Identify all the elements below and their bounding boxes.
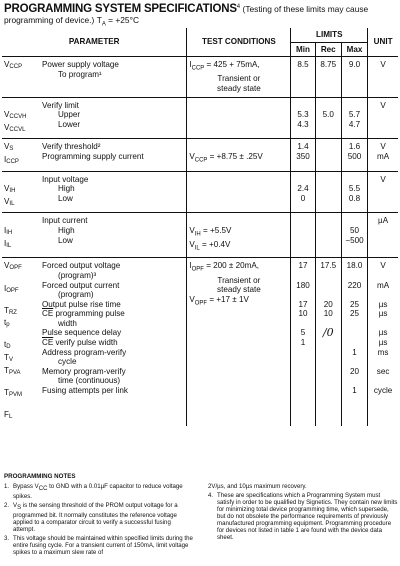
limit-min: 17 (298, 299, 308, 309)
limit-rec: 8.75 (320, 60, 337, 70)
parameter-symbol (4, 216, 42, 226)
limit-max: 1 (352, 386, 357, 396)
test-condition: $V_{CCP} = +8.75 \pm .25V$ (189, 151, 263, 164)
parameter-symbol (4, 274, 42, 284)
limit-max: 1 (352, 347, 357, 357)
parameter-symbol: $t_D$ (4, 340, 11, 351)
test-condition: Transient or (217, 74, 261, 84)
header-unit: UNIT (368, 28, 398, 57)
spec-table-body (2, 57, 398, 426)
parameter-description: Lower (58, 119, 81, 129)
unit-value: µA (378, 216, 389, 226)
table-row (2, 97, 398, 139)
table-row (2, 139, 398, 171)
parameter-description: Pulse sequence delay (42, 328, 122, 338)
limit-min: 180 (296, 280, 310, 290)
parameter-symbol: $V_S$ (4, 142, 14, 153)
notes-right-column (208, 483, 398, 543)
parameter-description: Verify limit (42, 100, 79, 110)
page-title (4, 2, 396, 31)
unit-value: µs (378, 328, 388, 338)
unit-value (370, 290, 396, 300)
limit-rec: 20 (323, 299, 333, 309)
limit-max: 5.5 (348, 184, 361, 194)
limit-max: 4.7 (348, 119, 361, 129)
limit-max: −500 (345, 235, 364, 245)
parameter-description: Input current (42, 216, 88, 226)
note-text: These are specifications which a Programming System must satisfy in order to be qualified by Signetics. They contain new limits for minimizing total device programming time, which supersede, but do not obsolete the performance requirements of previously manufactured programming equipment. Programming procedure for devices not listed in table 1 are found with the device data sheet. (217, 491, 398, 542)
parameter-description: Upper (58, 110, 81, 120)
limit-min (293, 357, 312, 367)
note-number: 3. (4, 535, 10, 542)
header-parameter: PARAMETER (2, 28, 187, 57)
limit-min: 4.3 (297, 119, 309, 129)
spec-title: PROGRAMMING SYSTEM SPECIFICATIONS (4, 2, 237, 15)
limit-rec (318, 120, 339, 130)
limit-min (293, 348, 312, 358)
parameter-symbol: $V_{OPF}$ (4, 261, 22, 272)
limit-rec (318, 175, 339, 185)
temperature-condition: $T_A = +25^\circ C$ (96, 14, 139, 28)
limit-rec: 10 (323, 309, 333, 319)
limit-min: 0 (300, 193, 306, 203)
parameter-symbol: $t_p$ (4, 318, 10, 329)
title-footnote-ref: 4 (236, 4, 241, 10)
parameter-symbol: $F_L$ (4, 410, 13, 421)
limit-rec (318, 376, 339, 386)
test-condition (189, 101, 288, 111)
parameter-symbol: $T_V$ (4, 353, 13, 364)
limit-max: 9.0 (348, 60, 361, 70)
note-text: 2V/µs, and 10µs maximum recovery. (208, 483, 307, 490)
unit-value: µs (378, 338, 388, 348)
note-item (4, 483, 194, 500)
parameter-symbol: $T_{PVA}$ (4, 365, 21, 376)
limit-rec: 5.0 (322, 110, 334, 120)
parameter-symbol: $V_{CCVH}$ (4, 110, 27, 121)
header-limits: LIMITS (291, 28, 368, 42)
limit-max: 50 (350, 225, 360, 235)
header-max: Max (341, 42, 367, 57)
parameter-symbol (4, 378, 42, 388)
limit-max: 1.6 (348, 142, 361, 152)
unit-value (370, 376, 396, 386)
limit-min: 1 (300, 338, 306, 348)
parameter-symbol: $T_{RZ}$ (4, 305, 17, 316)
note-item (208, 492, 398, 542)
parameter-description: Low (58, 193, 73, 203)
limit-min (293, 376, 312, 386)
unit-value: V (380, 174, 386, 184)
parameter-description: Forced output voltage (42, 261, 121, 271)
limit-max (344, 101, 365, 111)
parameter-description: cycle (58, 357, 77, 367)
test-condition: $I_{OPF} = 200 \pm 20mA$, (189, 261, 260, 273)
limit-min: 2.4 (297, 184, 309, 194)
limit-rec (318, 271, 339, 281)
limit-max (344, 290, 365, 300)
limit-max: 220 (347, 280, 362, 290)
limit-rec (318, 142, 339, 152)
unit-value: mA (377, 280, 390, 290)
unit-value: sec (376, 366, 390, 376)
note-text: $V_S$ is the sensing threshold of the PROM output voltage for a programmed bit. It normally constitutes the reference voltage applied to a comparator circuit to verify a successful fusing attempt. (13, 501, 178, 534)
parameter-description: Memory program-verify (42, 366, 126, 376)
limit-min: 5 (300, 328, 306, 338)
limit-min: 1.4 (297, 142, 309, 152)
parameter-symbol: $V_{IL}$ (4, 196, 15, 207)
limit-min: 17 (298, 261, 308, 271)
parameter-description: Programming supply current (42, 151, 144, 161)
limit-min (293, 386, 312, 396)
parameter-symbol: $I_{IL}$ (4, 238, 12, 249)
limit-max: 18.0 (346, 261, 363, 271)
parameter-description: High (58, 225, 75, 235)
limit-max (344, 338, 365, 348)
notes-heading: PROGRAMMING NOTES (4, 473, 76, 480)
table-row (2, 57, 398, 97)
limit-max: 5.7 (348, 110, 361, 120)
unit-value: mA (377, 151, 390, 161)
unit-value: µs (378, 299, 388, 309)
limit-min (293, 367, 312, 377)
parameter-description: (program)³ (58, 270, 97, 280)
unit-value (370, 271, 396, 281)
limit-min (293, 319, 312, 329)
unit-value: V (380, 261, 386, 271)
spec-table (2, 28, 398, 426)
notes-left-column (4, 483, 194, 558)
unit-value: ms (377, 347, 389, 357)
limit-rec (318, 386, 339, 396)
limit-max: 20 (350, 366, 360, 376)
parameter-description: To program¹ (58, 69, 102, 79)
test-condition: $V_{IL} = +0.4V$ (189, 240, 231, 252)
note-item (208, 483, 398, 490)
test-condition: $V_{IH} = +5.5V$ (189, 225, 232, 238)
test-condition (189, 175, 288, 185)
note-item (4, 502, 194, 534)
note-text: Bypass $V_{CC}$ to GND with a 0.01µF capacitor to reduce voltage spikes. (13, 483, 183, 501)
parameter-description: time (continuous) (58, 376, 121, 386)
parameter-description: $\overline{CE}$ programming pulse (42, 309, 125, 319)
limit-rec (318, 101, 339, 111)
unit-value: V (380, 60, 386, 70)
note-number: 1. (4, 483, 10, 490)
parameter-description: Low (58, 235, 73, 245)
limit-rec: /0 (322, 326, 334, 340)
limit-rec (318, 216, 339, 226)
parameter-symbol: $I_{CCP}$ (4, 154, 19, 165)
programming-notes (4, 473, 398, 557)
limit-min (293, 216, 312, 226)
limit-min (293, 175, 312, 185)
parameter-description: Output pulse rise time (42, 299, 121, 309)
limit-rec (318, 290, 339, 300)
limit-max: 25 (350, 299, 360, 309)
limit-max (344, 319, 365, 329)
parameter-description: (program) (58, 290, 94, 300)
parameter-description: Input voltage (42, 174, 89, 184)
parameter-symbol (4, 101, 42, 111)
parameter-symbol: $I_{OPF}$ (4, 283, 19, 294)
limit-min: 350 (296, 151, 310, 161)
limit-max (344, 175, 365, 185)
parameter-symbol (4, 296, 42, 306)
parameter-symbol (4, 400, 42, 410)
table-row (2, 171, 398, 213)
parameter-symbol: $V_{IH}$ (4, 184, 16, 195)
header-min: Min (291, 42, 315, 57)
limit-rec (318, 367, 339, 377)
limit-min (293, 271, 312, 281)
limit-min (293, 290, 312, 300)
parameter-description: Power supply voltage (42, 60, 119, 70)
test-condition: $V_{OPF} = +17 \pm 1V$ (189, 294, 249, 307)
note-number: 2. (4, 501, 10, 509)
limit-max: 0.8 (348, 193, 361, 203)
unit-value (370, 357, 396, 367)
note-text: This voltage should be maintained within specified limits during the entire fusing cycle. For a transient current of 150mA, limit voltage spikes to a maximum slew rate of (13, 535, 193, 557)
parameter-description: Address program-verify (42, 347, 127, 357)
limit-min: 8.5 (297, 60, 309, 70)
parameter-symbol: $V_{CCP}$ (4, 60, 23, 71)
limit-min: 5.3 (297, 110, 309, 120)
header-rec: Rec (315, 42, 341, 57)
limit-max: 500 (347, 151, 362, 161)
unit-value: cycle (373, 386, 393, 396)
limit-max (344, 328, 365, 338)
limit-max: 25 (350, 309, 360, 319)
parameter-symbol (4, 331, 42, 341)
limit-min: 10 (298, 309, 308, 319)
limit-rec (318, 338, 339, 348)
limit-max (344, 216, 365, 226)
header-test-conditions: TEST CONDITIONS (187, 28, 291, 57)
limit-max (344, 271, 365, 281)
limit-max (344, 357, 365, 367)
note-number: 4. (208, 491, 214, 499)
parameter-description: $\overline{CE}$ verify pulse width (42, 338, 118, 348)
test-condition (189, 142, 288, 152)
test-condition (189, 216, 288, 226)
unit-value (370, 319, 396, 329)
parameter-symbol: $T_{PVM}$ (4, 387, 22, 398)
note-item (4, 535, 194, 556)
limit-max (344, 376, 365, 386)
parameter-symbol: $I_{IH}$ (4, 225, 13, 236)
limit-rec (318, 348, 339, 358)
parameter-symbol (4, 175, 42, 185)
title-note: (Testing of these limits may cause programming of device.) (4, 3, 369, 25)
test-condition: steady state (217, 83, 261, 93)
unit-value: V (380, 142, 386, 152)
parameter-symbol: $V_{CCVL}$ (4, 122, 26, 133)
parameter-description: Fusing attempts per link (42, 386, 128, 396)
parameter-description: Verify threshold² (42, 142, 101, 152)
table-row (2, 213, 398, 258)
test-condition: $I_{CCP} = 425 + 75mA$, (189, 60, 260, 72)
unit-value: V (380, 100, 386, 110)
parameter-description: width (58, 318, 77, 328)
table-row (2, 258, 398, 426)
parameter-description: Forced output current (42, 280, 120, 290)
test-condition: Transient or (217, 275, 261, 285)
limit-rec (318, 357, 339, 367)
limit-rec: 17.5 (320, 261, 337, 271)
limit-min (293, 101, 312, 111)
parameter-description: High (58, 184, 75, 194)
unit-value: µs (378, 309, 388, 319)
parameter-symbol (4, 73, 42, 83)
limit-rec (318, 281, 339, 291)
test-condition: steady state (217, 285, 261, 295)
